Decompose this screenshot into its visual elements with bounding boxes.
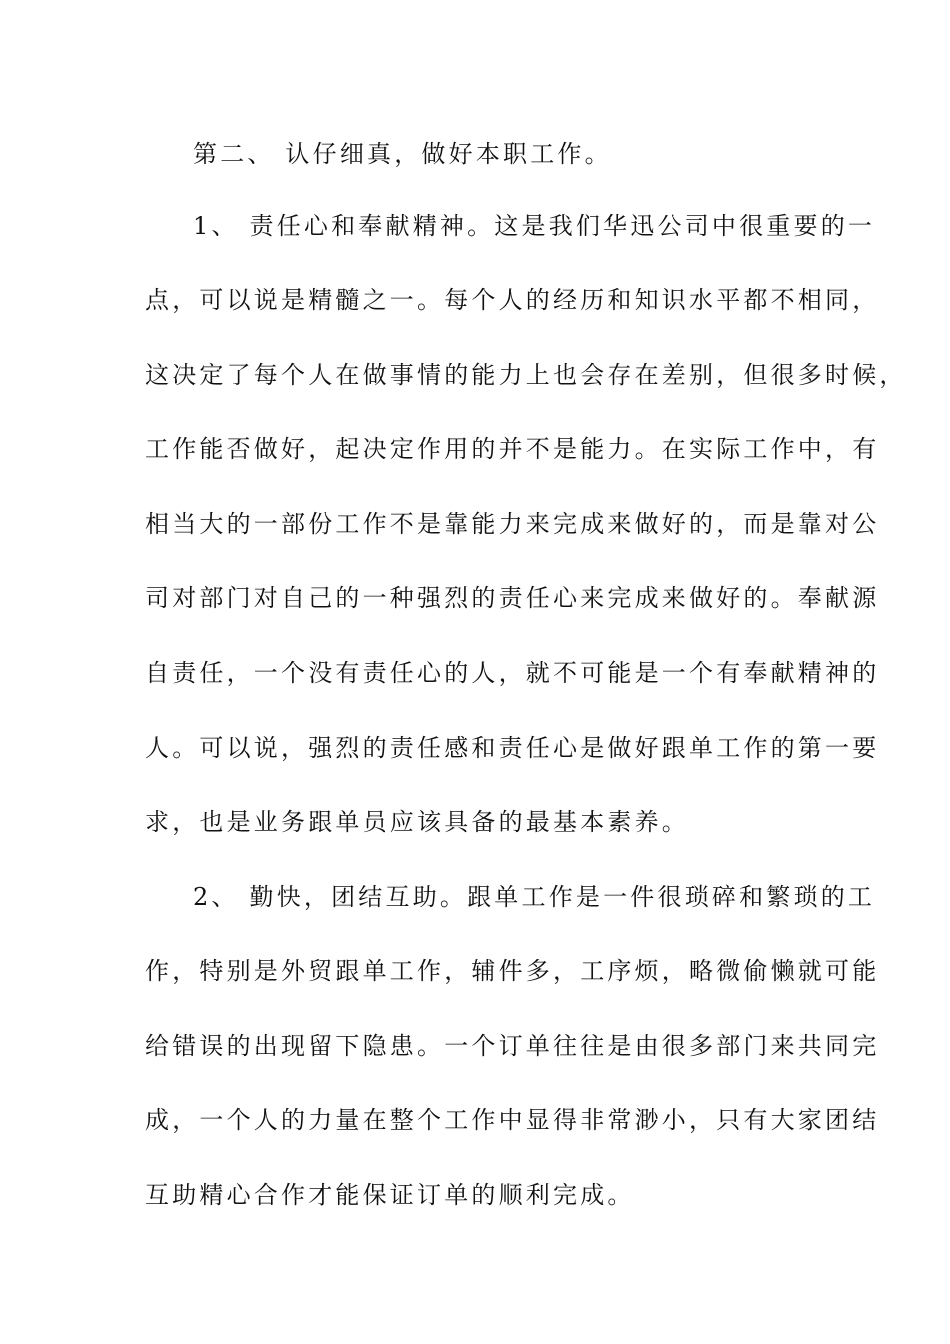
paragraph-line: 求，也是业务跟单员应该具备的最基本素养。	[145, 808, 689, 836]
paragraph-line: 工作能否做好，起决定作用的并不是能力。在实际工作中，有	[145, 435, 880, 463]
paragraph-line: 自责任，一个没有责任心的人，就不可能是一个有奉献精神的	[145, 659, 880, 687]
paragraph-line: 点，可以说是精髓之一。每个人的经历和知识水平都不相同，	[145, 286, 880, 314]
section-heading: 第二、 认仔细真，做好本职工作。	[193, 140, 612, 168]
paragraph-line: 1、 责任心和奉献精神。这是我们华迅公司中很重要的一	[193, 212, 876, 240]
paragraph-line: 这决定了每个人在做事情的能力上也会存在差别，但很多时候，	[145, 361, 907, 389]
paragraph-line: 2、 勤快，团结互助。跟单工作是一件很琐碎和繁琐的工	[193, 883, 876, 911]
paragraph-line: 给错误的出现留下隐患。一个订单往往是由很多部门来共同完	[145, 1032, 880, 1060]
paragraph-line: 人。可以说，强烈的责任感和责任心是做好跟单工作的第一要	[145, 734, 880, 762]
paragraph-line: 互助精心合作才能保证订单的顺利完成。	[145, 1181, 635, 1209]
paragraph-line: 作，特别是外贸跟单工作，辅件多，工序烦，略微偷懒就可能	[145, 957, 880, 985]
paragraph-line: 司对部门对自己的一种强烈的责任心来完成来做好的。奉献源	[145, 584, 880, 612]
paragraph-line: 成，一个人的力量在整个工作中显得非常渺小，只有大家团结	[145, 1106, 880, 1134]
paragraph-line: 相当大的一部份工作不是靠能力来完成来做好的，而是靠对公	[145, 510, 880, 538]
